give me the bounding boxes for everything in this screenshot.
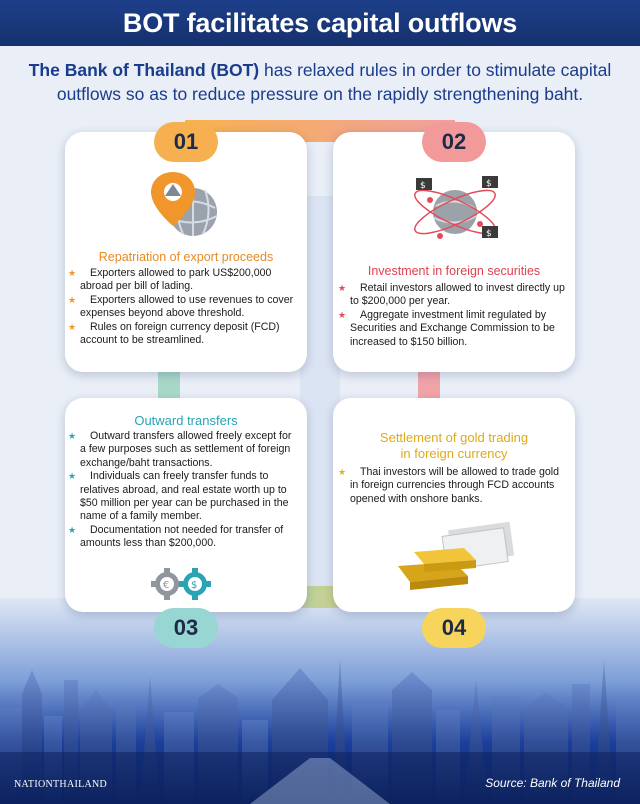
- bullets-outward: [80, 430, 298, 551]
- badge-04: 04: [422, 608, 486, 648]
- list-item: ★ Outward transfers allowed freely except for a few purposes such as settlement of foreign exchange/baht transactions.: [80, 430, 298, 470]
- list-item: ★ Exporters allowed to use revenues to cover expenses beyond above threshold.: [80, 294, 298, 321]
- card-title-gold-1: Settlement of gold trading: [379, 430, 529, 445]
- card-title-repatriation: Repatriation of export proceeds: [98, 250, 274, 264]
- list-item: ★ Thai investors will be allowed to trade gold in foreign currencies through FCD accounts opened with onshore banks.: [350, 466, 568, 506]
- globe-currency-network-icon: [400, 174, 510, 250]
- card-title-outward: Outward transfers: [134, 413, 238, 428]
- currency-gears-icon: [150, 567, 212, 601]
- location-globe-icon: [145, 170, 225, 244]
- list-item: ★ Retail investors allowed to invest directly up to $200,000 per year.: [350, 282, 566, 309]
- svg-text:$: $: [420, 181, 426, 191]
- card-title-securities: Investment in foreign securities: [367, 264, 541, 278]
- brand-logo: NATIONTHAILAND: [14, 779, 108, 790]
- bullets-gold: [350, 466, 568, 506]
- intro-text: [20, 58, 620, 106]
- title-banner: [0, 0, 640, 46]
- list-item: ★ Exporters allowed to park US$200,000 abroad per bill of lading.: [80, 267, 298, 294]
- svg-text:$: $: [486, 229, 492, 239]
- bullets-securities: [350, 282, 566, 349]
- page-title: BOT facilitates capital outflows: [122, 7, 518, 38]
- list-item: ★ Documentation not needed for transfer of amounts less than $200,000.: [80, 524, 298, 551]
- bullets-repatriation: [80, 267, 298, 347]
- intro-bold: The Bank of Thailand (BOT): [28, 60, 260, 80]
- source-credit: Source: Bank of Thailand: [485, 776, 620, 790]
- connector-left: [158, 370, 180, 400]
- gold-bars-icon: [390, 522, 520, 592]
- badge-01: 01: [154, 122, 218, 162]
- connector-right: [418, 370, 440, 400]
- svg-text:$: $: [486, 179, 492, 189]
- badge-02: 02: [422, 122, 486, 162]
- list-item: ★ Individuals can freely transfer funds to relatives abroad, and real estate worth up to $50 million per year can be purchased in the name of a family member.: [80, 470, 298, 524]
- svg-text:$: $: [191, 580, 198, 591]
- list-item: ★ Rules on foreign currency deposit (FCD) account to be streamlined.: [80, 321, 298, 348]
- badge-03: 03: [154, 608, 218, 648]
- svg-text:€: €: [163, 580, 170, 591]
- intro-rest: has relaxed rules in order to stimulate capital outflows so as to reduce pressure on the rapidly strengthening baht.: [56, 60, 612, 104]
- card-title-gold-2: in foreign currency: [400, 446, 508, 461]
- list-item: ★ Aggregate investment limit regulated by Securities and Exchange Commission to be increased to $150 billion.: [350, 309, 566, 349]
